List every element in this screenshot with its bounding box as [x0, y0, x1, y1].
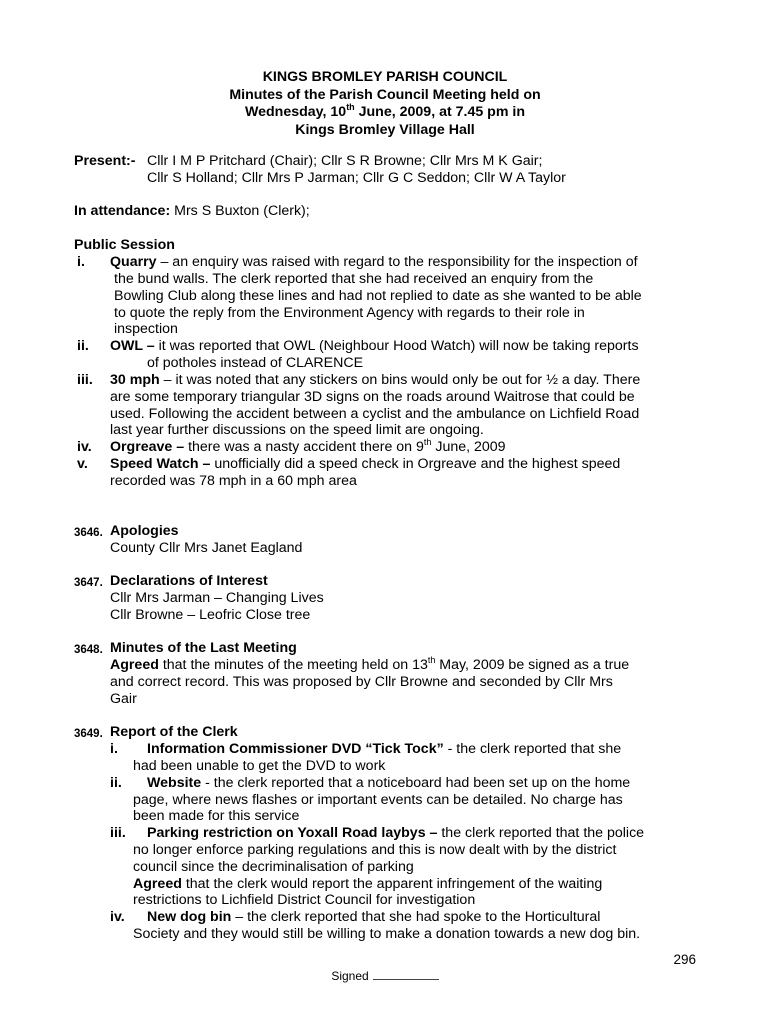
public-item-text: recorded was 78 mph in a 60 mph area — [110, 473, 357, 489]
sub-item-number: iv. — [110, 909, 125, 925]
sub-item-text: Agreed that the clerk would report the apparent infringement of the waiting — [133, 876, 603, 892]
sub-item-text: Society and they would still be willing to make a donation towards a new dog bin. — [133, 926, 641, 942]
item-title-apologies: Apologies — [110, 523, 179, 539]
meeting-title: Minutes of the Parish Council Meeting held on — [229, 86, 541, 103]
item-title-report-clerk: Report of the Clerk — [110, 724, 238, 740]
page-number: 296 — [673, 952, 696, 967]
item-number: 3649. — [74, 728, 103, 740]
meeting-date: Wednesday, 10th June, 2009, at 7.45 pm in — [244, 102, 526, 120]
sub-item-text: restrictions to Lichfield District Council for investigation — [133, 892, 476, 908]
item-title-minutes: Minutes of the Last Meeting — [110, 640, 297, 656]
item-number: 3647. — [74, 577, 103, 589]
sub-item-dog-bin: New dog bin – the clerk reported that she had spoke to the Horticultural — [147, 909, 601, 925]
public-item-text: inspection — [114, 321, 178, 337]
sub-item-number: iii. — [110, 825, 126, 841]
signature-line: Signed — [0, 968, 770, 985]
item-number: 3646. — [74, 527, 103, 539]
item-text: and correct record. This was proposed by Cllr Browne and seconded by Cllr Mrs — [110, 674, 613, 690]
public-item-speed-watch: Speed Watch – unofficially did a speed check in Orgreave and the highest speed — [110, 456, 621, 472]
sub-item-text: had been unable to get the DVD to work — [133, 758, 386, 774]
public-item-number: i. — [77, 254, 85, 270]
public-item-text: used. Following the accident between a cyclist and the ambulance on Lichfield Road — [110, 406, 640, 422]
council-name: KINGS BROMLEY PARISH COUNCIL — [262, 69, 508, 85]
item-text: Cllr Mrs Jarman – Changing Lives — [110, 590, 324, 606]
item-text: Agreed that the minutes of the meeting held on 13th May, 2009 be signed as a true — [110, 655, 630, 673]
sub-item-parking: Parking restriction on Yoxall Road laybys – the clerk reported that the police — [147, 825, 645, 841]
public-item-30mph: 30 mph – it was noted that any stickers on bins would only be out for ½ a day. There — [110, 372, 641, 388]
sub-item-text: been made for this service — [133, 808, 300, 824]
present-label: Present:- — [74, 153, 136, 169]
sub-item-number: ii. — [110, 775, 122, 791]
sub-item-number: i. — [110, 741, 118, 757]
signature-blank — [373, 970, 439, 980]
present-line-1: Cllr I M P Pritchard (Chair); Cllr S R Browne; Cllr Mrs M K Gair; — [147, 153, 543, 169]
public-item-text: to quote the reply from the Environment Agency with regards to their role in — [114, 305, 585, 321]
document-header — [0, 69, 770, 139]
public-item-number: ii. — [77, 338, 89, 354]
item-number: 3648. — [74, 644, 103, 656]
public-item-orgreave: Orgreave – there was a nasty accident there on 9th June, 2009 — [110, 437, 506, 455]
public-item-number: iv. — [77, 439, 92, 455]
public-item-text: the bund walls. The clerk reported that she had received an enquiry from the — [114, 271, 594, 287]
public-item-text: last year further discussions on the speed limit are ongoing. — [110, 422, 484, 438]
public-item-quarry: Quarry – an enquiry was raised with regard to the responsibility for the inspection of — [110, 254, 638, 270]
public-item-text: of potholes instead of CLARENCE — [147, 355, 364, 371]
public-item-number: v. — [77, 456, 88, 472]
sub-item-text: no longer enforce parking regulations and this is now dealt with by the district — [133, 842, 617, 858]
public-item-owl: OWL – it was reported that OWL (Neighbour Hood Watch) will now be taking reports — [110, 338, 639, 354]
sub-item-text: page, where news flashes or important events can be detailed. No charge has — [133, 792, 623, 808]
sub-item-text: council since the decriminalisation of parking — [133, 859, 414, 875]
item-text: County Cllr Mrs Janet Eagland — [110, 540, 303, 556]
public-item-number: iii. — [77, 372, 93, 388]
public-item-text: are some temporary triangular 3D signs on the roads around Waitrose that could be — [110, 389, 635, 405]
item-text: Gair — [110, 691, 137, 707]
item-title-declarations: Declarations of Interest — [110, 573, 268, 589]
present-line-2: Cllr S Holland; Cllr Mrs P Jarman; Cllr G C Seddon; Cllr W A Taylor — [147, 170, 566, 186]
attendance: In attendance: Mrs S Buxton (Clerk); — [74, 203, 310, 219]
item-text: Cllr Browne – Leofric Close tree — [110, 607, 311, 623]
meeting-venue: Kings Bromley Village Hall — [295, 121, 475, 138]
sub-item-website: Website - the clerk reported that a noticeboard had been set up on the home — [147, 775, 631, 791]
sub-item-dvd: Information Commissioner DVD “Tick Tock” - the clerk reported that she — [147, 741, 622, 757]
public-item-text: Bowling Club along these lines and had not replied to date as she wanted to be able — [114, 288, 642, 304]
public-session-title: Public Session — [74, 237, 175, 253]
